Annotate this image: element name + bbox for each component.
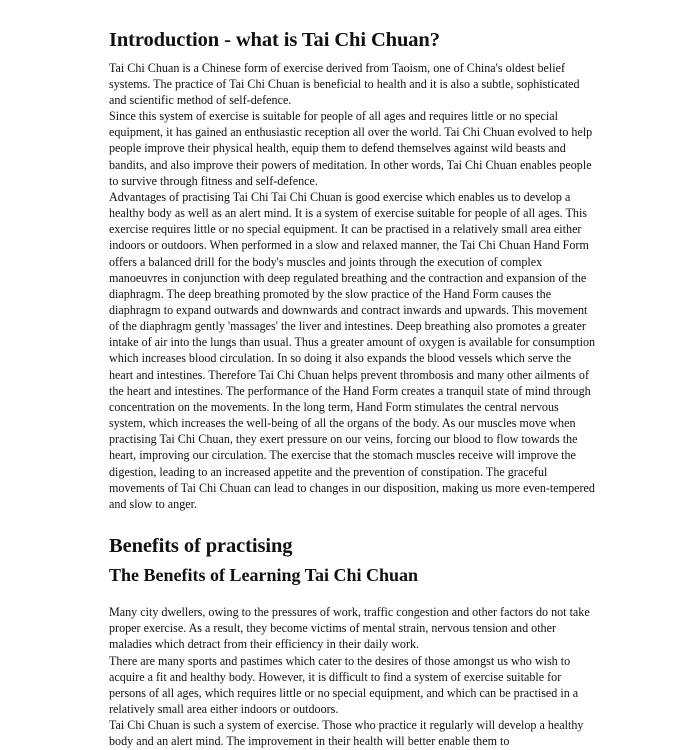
introduction-section bbox=[109, 28, 597, 512]
benefits-paragraph-1: Many city dwellers, owing to the pressures of work, traffic congestion and other factors do not take proper exercise. As a result, they become victims of mental strain, nervous tension and other maladies which detract from their efficiency in their daily work. bbox=[109, 605, 590, 652]
intro-paragraph-2: Since this system of exercise is suitable for people of all ages and requires little or no special equipment, it has gained an enthusiastic reception all over the world. Tai Chi Chuan evolved to help people improve their physical health, equip them to defend themselves against wild beasts and bandits, and also improve their powers of meditation. In other words, Tai Chi Chuan enables people to survive through fitness and self-defence. bbox=[109, 109, 593, 188]
intro-paragraph-1: Tai Chi Chuan is a Chinese form of exercise derived from Taoism, one of China's oldest belief systems. The practice of Tai Chi Chuan is beneficial to health and it is also a subtle, sophisticated and scientific method of self-defence. bbox=[109, 60, 580, 107]
benefits-subheading: The Benefits of Learning Tai Chi Chuan bbox=[109, 564, 419, 585]
introduction-heading: Introduction - what is Tai Chi Chuan? bbox=[109, 29, 440, 51]
benefits-heading: Benefits of practising bbox=[109, 535, 293, 557]
benefits-paragraph-3: Tai Chi Chuan is such a system of exercise. Those who practice it regularly will develop a healthy body and an alert mind. The improvement in their health will better enable them to bbox=[109, 718, 584, 749]
advantages-paragraph: Advantages of practising Tai Chi Tai Chi Chuan is good exercise which enables us to develop a healthy body as well as an alert mind. It is a system of exercise suitable for people of all ages. This exercise requires little or no special equipment. It can be practised in a relatively small area either indoors or outdoors. When performed in a slow and relaxed manner, the Tai Chi Chuan Hand Form offers a balanced drill for the body's muscles and joints through the execution of complex manoeuvres in conjunction with deep regulated breathing and the contraction and expansion of the diaphragm. The deep breathing promoted by the slow practice of the Hand Form causes the diaphragm to expand outwards and downwards and contract inwards and upwards. This movement of the diaphragm gently 'massages' the liver and intestines. Deep breathing also promotes a greater intake of air into the lungs than usual. Thus a greater amount of oxygen is available for consumption which increases blood circulation. In so doing it also expands the blood vessels which serve the heart and intestines. Therefore Tai Chi Chuan helps prevent thrombosis and many other ailments of the heart and intestines. The performance of the Hand Form creates a tranquil state of mind through concentration on the movements. In the long term, Hand Form stimulates the central nervous system, which increases the well-being of all the organs of the body. As our muscles move when practising Tai Chi Chuan, they exert pressure on our veins, forcing our blood to flow towards the heart, improving our circulation. The exercise that the stomach muscles receive will improve the digestion, leading to an increased appetite and the prevention of constipation. The graceful movements of Tai Chi Chuan can lead to changes in our disposition, making us more even-tempered and slow to anger. bbox=[109, 189, 596, 511]
benefits-paragraph-2: There are many sports and pastimes which cater to the desires of those amongst us who wish to acquire a fit and healthy body. However, it is difficult to find a system of exercise suitable for persons of all ages, which requires little or no special equipment, and which can be practised in a relatively small area either indoors or outdoors. bbox=[109, 653, 579, 717]
document-page bbox=[109, 28, 597, 750]
benefits-section bbox=[109, 534, 597, 750]
